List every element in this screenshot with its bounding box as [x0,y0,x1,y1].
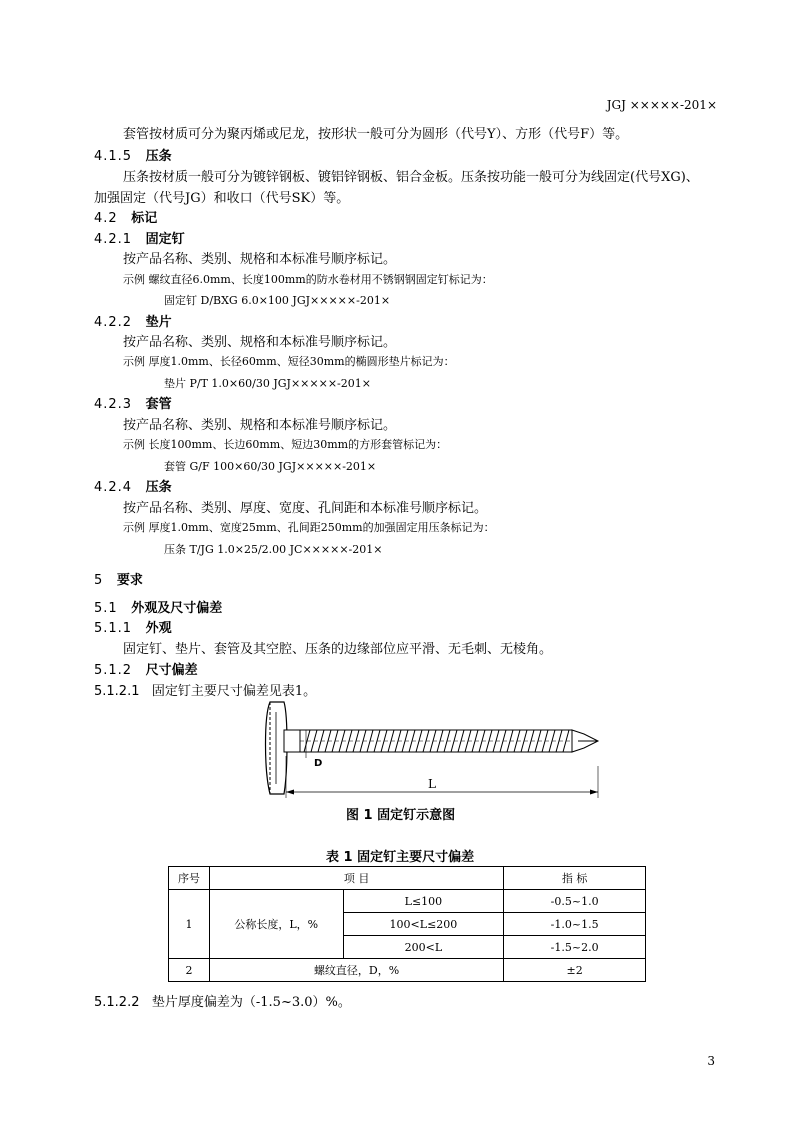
section-number: 4.2.2 [94,315,133,330]
section-title: 压条 [145,149,172,164]
dimension-label-l: L [428,777,436,791]
clause-text: 固定钉主要尺寸偏差见表1。 [151,684,317,699]
table-row [169,890,646,913]
running-header: JGJ ×××××-201× [606,98,717,112]
paragraph: 固定钉、垫片、套管及其空腔、压条的边缘部位应平滑、无毛刺、无棱角。 [123,642,553,657]
section-number: 5.1 [94,601,118,616]
section-heading [94,311,172,330]
paragraph: 按产品名称、类别、规格和本标准号顺序标记。 [123,335,397,350]
paragraph: 按产品名称、类别、厚度、宽度、孔间距和本标准号顺序标记。 [123,501,488,516]
marking-example: 套管 G/F 100×60/30 JGJ×××××-201× [164,460,377,473]
paragraph: 按产品名称、类别、规格和本标准号顺序标记。 [123,252,397,267]
paragraph: 套管按材质可分为聚丙烯或尼龙，按形状一般可分为圆形（代号Y）、方形（代号F）等。 [123,127,629,142]
marking-example: 压条 T/JG 1.0×25/2.00 JC×××××-201× [164,543,383,556]
section-number: 5.1.2 [94,663,133,678]
clause [94,991,351,1010]
cell-item: 螺纹直径，D，% [209,959,503,982]
paragraph: 加强固定（代号JG）和收口（代号SK）等。 [94,191,350,206]
table-caption: 表 1 固定钉主要尺寸偏差 [326,850,475,865]
dimension-label-d: D [314,758,323,769]
section-number: 4.1.5 [94,149,133,164]
cell-value: -1.5~2.0 [504,936,646,959]
cell-range: L≤100 [343,890,504,913]
section-title: 压条 [145,480,172,495]
section-heading [94,228,185,247]
section-number: 5 [94,573,104,588]
cell-value: ±2 [504,959,646,982]
section-heading [94,393,172,412]
section-heading [94,207,157,226]
table-row [169,959,646,982]
cell-no: 1 [169,890,210,959]
screw-tolerance-table [168,866,646,982]
section-heading [94,569,143,588]
header-item: 项 目 [209,867,503,890]
clause-text: 垫片厚度偏差为（-1.5~3.0）%。 [151,995,351,1010]
section-number: 4.2 [94,211,118,226]
paragraph: 按产品名称、类别、规格和本标准号顺序标记。 [123,418,397,433]
example-text: 示例 厚度1.0mm、长径60mm、短径30mm的椭圆形垫片标记为： [123,355,455,368]
section-title: 垫片 [145,315,172,330]
cell-no: 2 [169,959,210,982]
example-text: 示例 长度100mm、长边60mm、短边30mm的方形套管标记为： [123,438,448,451]
section-number: 5.1.1 [94,621,133,636]
paragraph: 压条按材质一般可分为镀锌钢板、镀铝锌钢板、铝合金板。压条按功能一般可分为线固定(代号XG)、 [123,170,699,185]
section-number: 4.2.3 [94,397,133,412]
example-text: 示例 厚度1.0mm、宽度25mm、孔间距250mm的加强固定用压条标记为： [123,521,495,534]
cell-value: -0.5~1.0 [504,890,646,913]
cell-value: -1.0~1.5 [504,913,646,936]
section-title: 标记 [131,211,158,226]
section-title: 套管 [145,397,172,412]
figure-caption: 图 1 固定钉示意图 [346,808,456,823]
marking-example: 垫片 P/T 1.0×60/30 JGJ×××××-201× [164,377,371,390]
page-number: 3 [707,1054,715,1068]
section-number: 4.2.4 [94,480,133,495]
section-title: 外观 [145,621,172,636]
section-number: 4.2.1 [94,232,133,247]
example-text: 示例 螺纹直径6.0mm、长度100mm的防水卷材用不锈钢钢固定钉标记为： [123,273,493,286]
marking-example: 固定钉 D/BXG 6.0×100 JGJ×××××-201× [164,294,391,307]
header-no: 序号 [169,867,210,890]
section-heading [94,659,198,678]
cell-range: 200<L [343,936,504,959]
section-title: 固定钉 [145,232,185,247]
section-heading [94,145,172,164]
section-heading [94,617,172,636]
clause [94,680,316,699]
cell-item: 公称长度，L，% [209,890,343,959]
screw-shank [284,730,300,752]
section-title: 外观及尺寸偏差 [131,601,223,616]
clause-number: 5.1.2.2 [94,995,140,1010]
section-heading [94,597,222,616]
section-title: 尺寸偏差 [145,663,198,678]
table-header-row [169,867,646,890]
section-title: 要求 [116,573,143,588]
header-index: 指 标 [504,867,646,890]
cell-range: 100<L≤200 [343,913,504,936]
clause-number: 5.1.2.1 [94,684,140,699]
section-heading [94,476,172,495]
fixing-screw-figure [262,700,607,802]
